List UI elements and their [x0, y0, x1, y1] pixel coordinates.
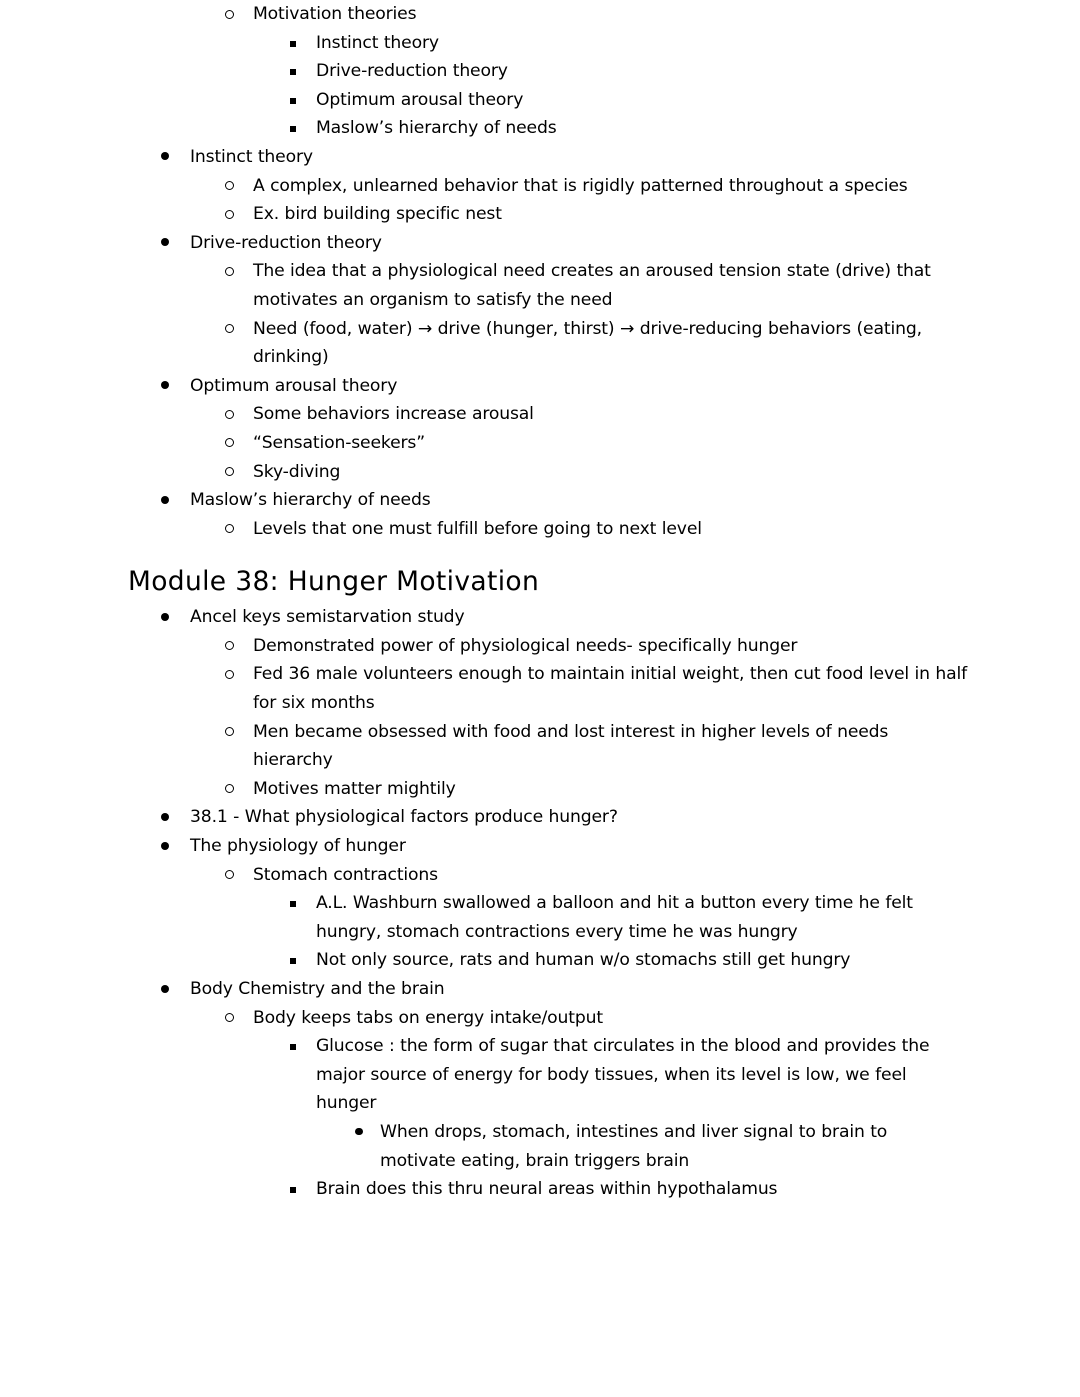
outline-item-text: Motives matter mightily: [253, 778, 456, 799]
list-marker: [355, 1118, 363, 1147]
outline-item-text: Instinct theory: [190, 146, 313, 167]
list-marker: [290, 31, 296, 60]
list-marker: [225, 1, 234, 30]
list-marker: [161, 229, 169, 258]
bullet-dot-icon: [161, 496, 169, 504]
outline-item-level-3: [316, 86, 1080, 115]
bullet-ring-icon: [225, 438, 234, 447]
list-marker: [225, 1005, 234, 1034]
outline-item-text: Need (food, water) → drive (hunger, thirst) → drive-reducing behaviors (eating, drinking): [253, 318, 922, 368]
list-marker: [161, 833, 169, 862]
list-marker: [290, 88, 296, 117]
outline-item-text: Instinct theory: [316, 32, 439, 53]
outline-item-level-1: [190, 372, 1080, 401]
outline-item-text: Not only source, rats and human w/o stomachs still get hungry: [316, 950, 851, 971]
outline-item-text: “Sensation-seekers”: [253, 432, 425, 453]
outline-item-text: The idea that a physiological need creates an aroused tension state (drive) that motivates an organism to satisfy the need: [253, 261, 931, 310]
list-marker: [225, 201, 234, 230]
outline-item-level-2: [253, 1004, 1080, 1033]
list-marker: [161, 372, 169, 401]
outline-item-text: When drops, stomach, intestines and liver signal to brain to motivate eating, brain triggers brain: [380, 1121, 888, 1171]
outline-item-text: Levels that one must fulfill before going to next level: [253, 518, 702, 539]
outline-item-text: Stomach contractions: [253, 864, 438, 885]
outline-item-level-1: [190, 486, 1080, 515]
bullet-square-icon: [290, 126, 296, 132]
outline-item-text: Ex. bird building specific nest: [253, 204, 502, 225]
bullet-square-icon: [290, 901, 296, 907]
bullet-ring-icon: [225, 641, 234, 650]
outline-item-level-3: [316, 114, 1080, 143]
outline-item-level-2: [253, 632, 1080, 661]
outline-item-level-2: [253, 458, 1080, 487]
outline-item-text: Sky-diving: [253, 461, 341, 482]
list-marker: [225, 401, 234, 430]
outline-item-text: Motivation theories: [253, 4, 417, 24]
outline-item-text: A complex, unlearned behavior that is rigidly patterned throughout a species: [253, 175, 908, 196]
list-marker: [161, 487, 169, 516]
section-heading: Module 38: Hunger Motivation: [128, 566, 540, 598]
outline-item-text: Drive-reduction theory: [190, 232, 382, 253]
list-marker: [161, 143, 169, 172]
bullet-ring-icon: [225, 727, 234, 736]
outline-item-text: Drive-reduction theory: [316, 61, 508, 82]
list-marker: [290, 59, 296, 88]
bullet-ring-icon: [225, 784, 234, 793]
outline-item-level-3: [316, 1032, 1080, 1118]
outline-item-level-2: [253, 0, 1080, 29]
bullet-ring-icon: [225, 670, 234, 679]
outline-item-text: Men became obsessed with food and lost interest in higher levels of needs hierarchy: [253, 721, 889, 771]
list-marker: [161, 976, 169, 1005]
bullet-square-icon: [290, 958, 296, 964]
outline-item-level-2: [253, 718, 1080, 775]
outline-item-level-2: [253, 200, 1080, 229]
bullet-ring-icon: [225, 467, 234, 476]
list-marker: [225, 516, 234, 545]
bullet-ring-icon: [225, 1013, 234, 1022]
outline-item-text: A.L. Washburn swallowed a balloon and hit a button every time he felt hungry, stomach contractions every time he was hungry: [316, 893, 913, 942]
outline-item-level-2: [253, 861, 1080, 890]
outline-item-level-1: [190, 975, 1080, 1004]
list-marker: [225, 862, 234, 891]
bullet-dot-icon: [161, 813, 169, 821]
outline-item-level-1: [190, 229, 1080, 258]
outline-item-text: The physiology of hunger: [190, 836, 406, 857]
outline-item-text: Some behaviors increase arousal: [253, 404, 534, 425]
bullet-dot-icon: [355, 1128, 363, 1136]
list-marker: [225, 719, 234, 748]
list-marker: [225, 776, 234, 805]
outline-item-level-1: [190, 803, 1080, 832]
bullet-square-icon: [290, 98, 296, 104]
bullet-square-icon: [290, 1187, 296, 1193]
list-marker: [290, 1177, 296, 1206]
outline-item-text: 38.1 - What physiological factors produce hunger?: [190, 807, 618, 828]
outline-item-level-3: [316, 1175, 1080, 1204]
bullet-square-icon: [290, 41, 296, 47]
list-marker: [225, 430, 234, 459]
outline-item-level-1: [190, 832, 1080, 861]
list-marker: [161, 804, 169, 833]
outline-item-text: Body keeps tabs on energy intake/output: [253, 1007, 603, 1028]
outline-item-level-2: [253, 515, 1080, 544]
outline-item-level-3: [316, 29, 1080, 58]
outline-item-level-3: [316, 889, 1080, 946]
bullet-ring-icon: [225, 410, 234, 419]
bullet-ring-icon: [225, 210, 234, 219]
bullet-ring-icon: [225, 10, 234, 19]
outline-item-text: Body Chemistry and the brain: [190, 979, 445, 999]
bullet-ring-icon: [225, 870, 234, 879]
list-marker: [225, 173, 234, 202]
bullet-square-icon: [290, 1044, 296, 1050]
outline-item-level-1: [190, 603, 1080, 632]
bullet-dot-icon: [161, 152, 169, 160]
list-marker: [290, 116, 296, 145]
list-marker: [225, 633, 234, 662]
bullet-dot-icon: [161, 842, 169, 850]
outline-item-level-2: [253, 775, 1080, 804]
bullet-ring-icon: [225, 181, 234, 190]
list-marker: [225, 661, 234, 690]
bullet-ring-icon: [225, 324, 234, 333]
outline-item-text: Brain does this thru neural areas within hypothalamus: [316, 1179, 778, 1200]
outline-item-level-2: [253, 315, 1080, 372]
outline-item-text: Fed 36 male volunteers enough to maintain initial weight, then cut food level in half for six months: [253, 664, 968, 714]
bullet-dot-icon: [161, 985, 169, 993]
outline-item-level-2: [253, 172, 1080, 201]
bullet-square-icon: [290, 69, 296, 75]
list-marker: [225, 258, 234, 287]
list-marker: [161, 604, 169, 633]
bullet-dot-icon: [161, 381, 169, 389]
outline-item-level-2: [253, 257, 1080, 314]
heading-spacer: [0, 543, 1080, 565]
outline-item-level-3: [316, 946, 1080, 975]
outline-item-text: Optimum arousal theory: [190, 375, 398, 396]
outline-item-text: Optimum arousal theory: [316, 89, 524, 110]
list-marker: [290, 948, 296, 977]
outline-item-text: Maslow’s hierarchy of needs: [316, 118, 557, 139]
outline-item-text: Maslow’s hierarchy of needs: [190, 490, 431, 511]
bullet-dot-icon: [161, 238, 169, 246]
outline-item-level-2: [253, 400, 1080, 429]
outline-item-level-2: [253, 429, 1080, 458]
outline-item-level-3: [316, 57, 1080, 86]
list-marker: [225, 459, 234, 488]
bullet-ring-icon: [225, 524, 234, 533]
list-marker: [290, 1034, 296, 1063]
outline-item-text: Demonstrated power of physiological needs- specifically hunger: [253, 635, 798, 656]
outline-item-text: Glucose : the form of sugar that circulates in the blood and provides the major source of energy for body tissues, when its level is low, we feel hunger: [316, 1036, 930, 1114]
list-marker: [290, 891, 296, 920]
outline-item-level-1: [190, 143, 1080, 172]
outline-item-level-2: [253, 660, 1080, 717]
bullet-dot-icon: [161, 613, 169, 621]
outline-item-text: Ancel keys semistarvation study: [190, 607, 465, 628]
bullet-ring-icon: [225, 267, 234, 276]
outline-item-level-4: [380, 1118, 1080, 1175]
list-marker: [225, 316, 234, 345]
